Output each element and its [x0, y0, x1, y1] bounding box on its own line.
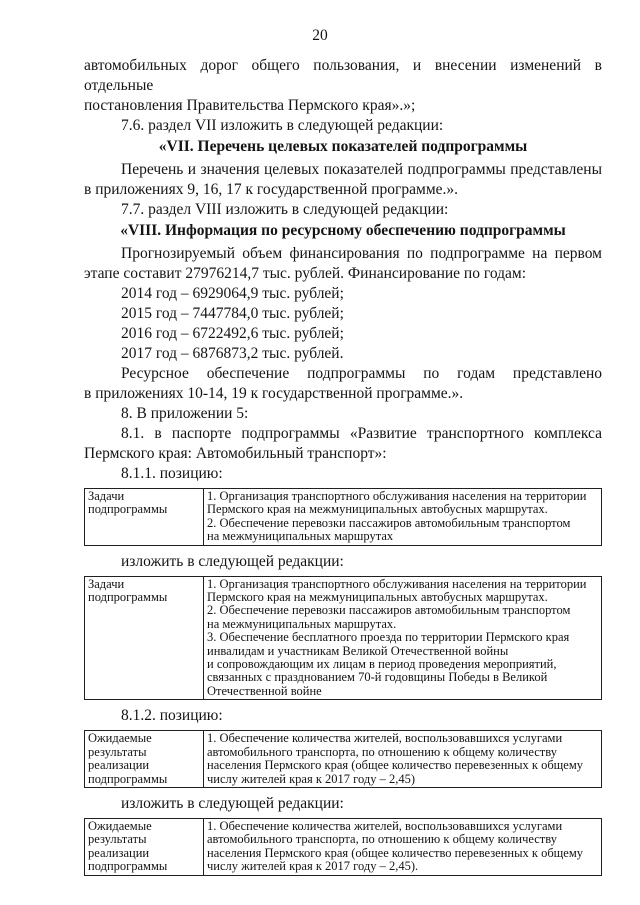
table-row [85, 489, 602, 546]
text-line: 7.6. раздел VII изложить в следующей редакции: [121, 117, 444, 134]
table-row [85, 818, 602, 875]
table-new-results [84, 818, 602, 876]
text-line: Перечень и значения целевых показателей подпрограммы представлены [121, 161, 602, 178]
table-original-tasks [84, 488, 602, 546]
text-line: 8. В приложении 5: [121, 405, 249, 422]
text-line: в приложениях 9, 16, 17 к государственной программе.». [84, 181, 459, 198]
section-heading: «VII. Перечень целевых показателей подпрограммы [158, 138, 528, 155]
table-label-cell: Ожидаемые результаты реализации подпрограммы [85, 818, 204, 875]
table-row [85, 576, 602, 700]
table-value-cell: 1. Обеспечение количества жителей, воспользовавшихся услугами автомобильного транспорта, по отношению к общему количеству населения Пермского края (общее количество перевезенных к общему числу жителей края к 2017 году – 2,45). [204, 818, 602, 875]
text-line: 2014 год – 6929064,9 тыс. рублей; [121, 285, 344, 302]
table-row [85, 731, 602, 788]
table-label-cell: Задачи подпрограммы [85, 489, 204, 546]
text-line: Прогнозируемый объем финансирования по подпрограмме на первом [121, 245, 602, 262]
table-label-cell: Ожидаемые результаты реализации подпрограммы [85, 731, 204, 788]
text-line: Пермского края: Автомобильный транспорт»: [84, 445, 387, 462]
text-line: в приложениях 10-14, 19 к государственной программе.». [84, 385, 464, 402]
table-label-cell: Задачи подпрограммы [85, 576, 204, 700]
text-line: автомобильных дорог общего пользования, и внесении изменений в отдельные [84, 57, 602, 94]
section-heading: «VIII. Информация по ресурсному обеспечению подпрограммы [120, 222, 566, 239]
text-line: постановления Правительства Пермского края».»; [84, 97, 416, 114]
text-line: 2016 год – 6722492,6 тыс. рублей; [121, 325, 344, 342]
table-value-cell: 1. Организация транспортного обслуживания населения на территории Пермского края на межмуниципальных автобусных маршрутах. 2. Обеспечение перевозки пассажиров автомобильным транспортом на межмуниципальных маршрутах. 3. Обеспечение бесплатного проезда по территории Пермского края инвалидам и участникам Великой Отечественной войны и сопровождающим их лицам в период проведения мероприятий, связанных с празднованием 70-й годовщины Победы в Великой Отечественной войне [204, 576, 602, 700]
table-original-results [84, 730, 602, 788]
text-line: 2017 год – 6876873,2 тыс. рублей. [121, 345, 344, 362]
page-number: 20 [312, 27, 328, 44]
page-content [84, 56, 602, 882]
table-value-cell: 1. Обеспечение количества жителей, воспользовавшихся услугами автомобильного транспорта, по отношению к общему количеству населения Пермского края (общее количество перевезенных к общему числу жителей края к 2017 году – 2,45) [204, 731, 602, 788]
text-line: 8.1.2. позицию: [121, 707, 223, 725]
text-line: 8.1. в паспорте подпрограммы «Развитие транспортного комплекса [121, 425, 602, 442]
table-value-cell: 1. Организация транспортного обслуживания населения на территории Пермского края на межмуниципальных автобусных маршрутах. 2. Обеспечение перевозки пассажиров автомобильным транспортом на межмуниципальных маршрутах [204, 489, 602, 546]
text-line: Ресурсное обеспечение подпрограммы по годам представлено [121, 365, 602, 382]
text-line: 8.1.1. позицию: [121, 465, 223, 482]
text-line: изложить в следующей редакции: [121, 794, 344, 812]
table-new-tasks [84, 576, 602, 701]
text-line: 7.7. раздел VIII изложить в следующей редакции: [121, 201, 449, 218]
text-line: 2015 год – 7447784,0 тыс. рублей; [121, 305, 344, 322]
text-line: изложить в следующей редакции: [121, 552, 344, 570]
text-line: этапе составит 27976214,7 тыс. рублей. Финансирование по годам: [84, 265, 527, 282]
